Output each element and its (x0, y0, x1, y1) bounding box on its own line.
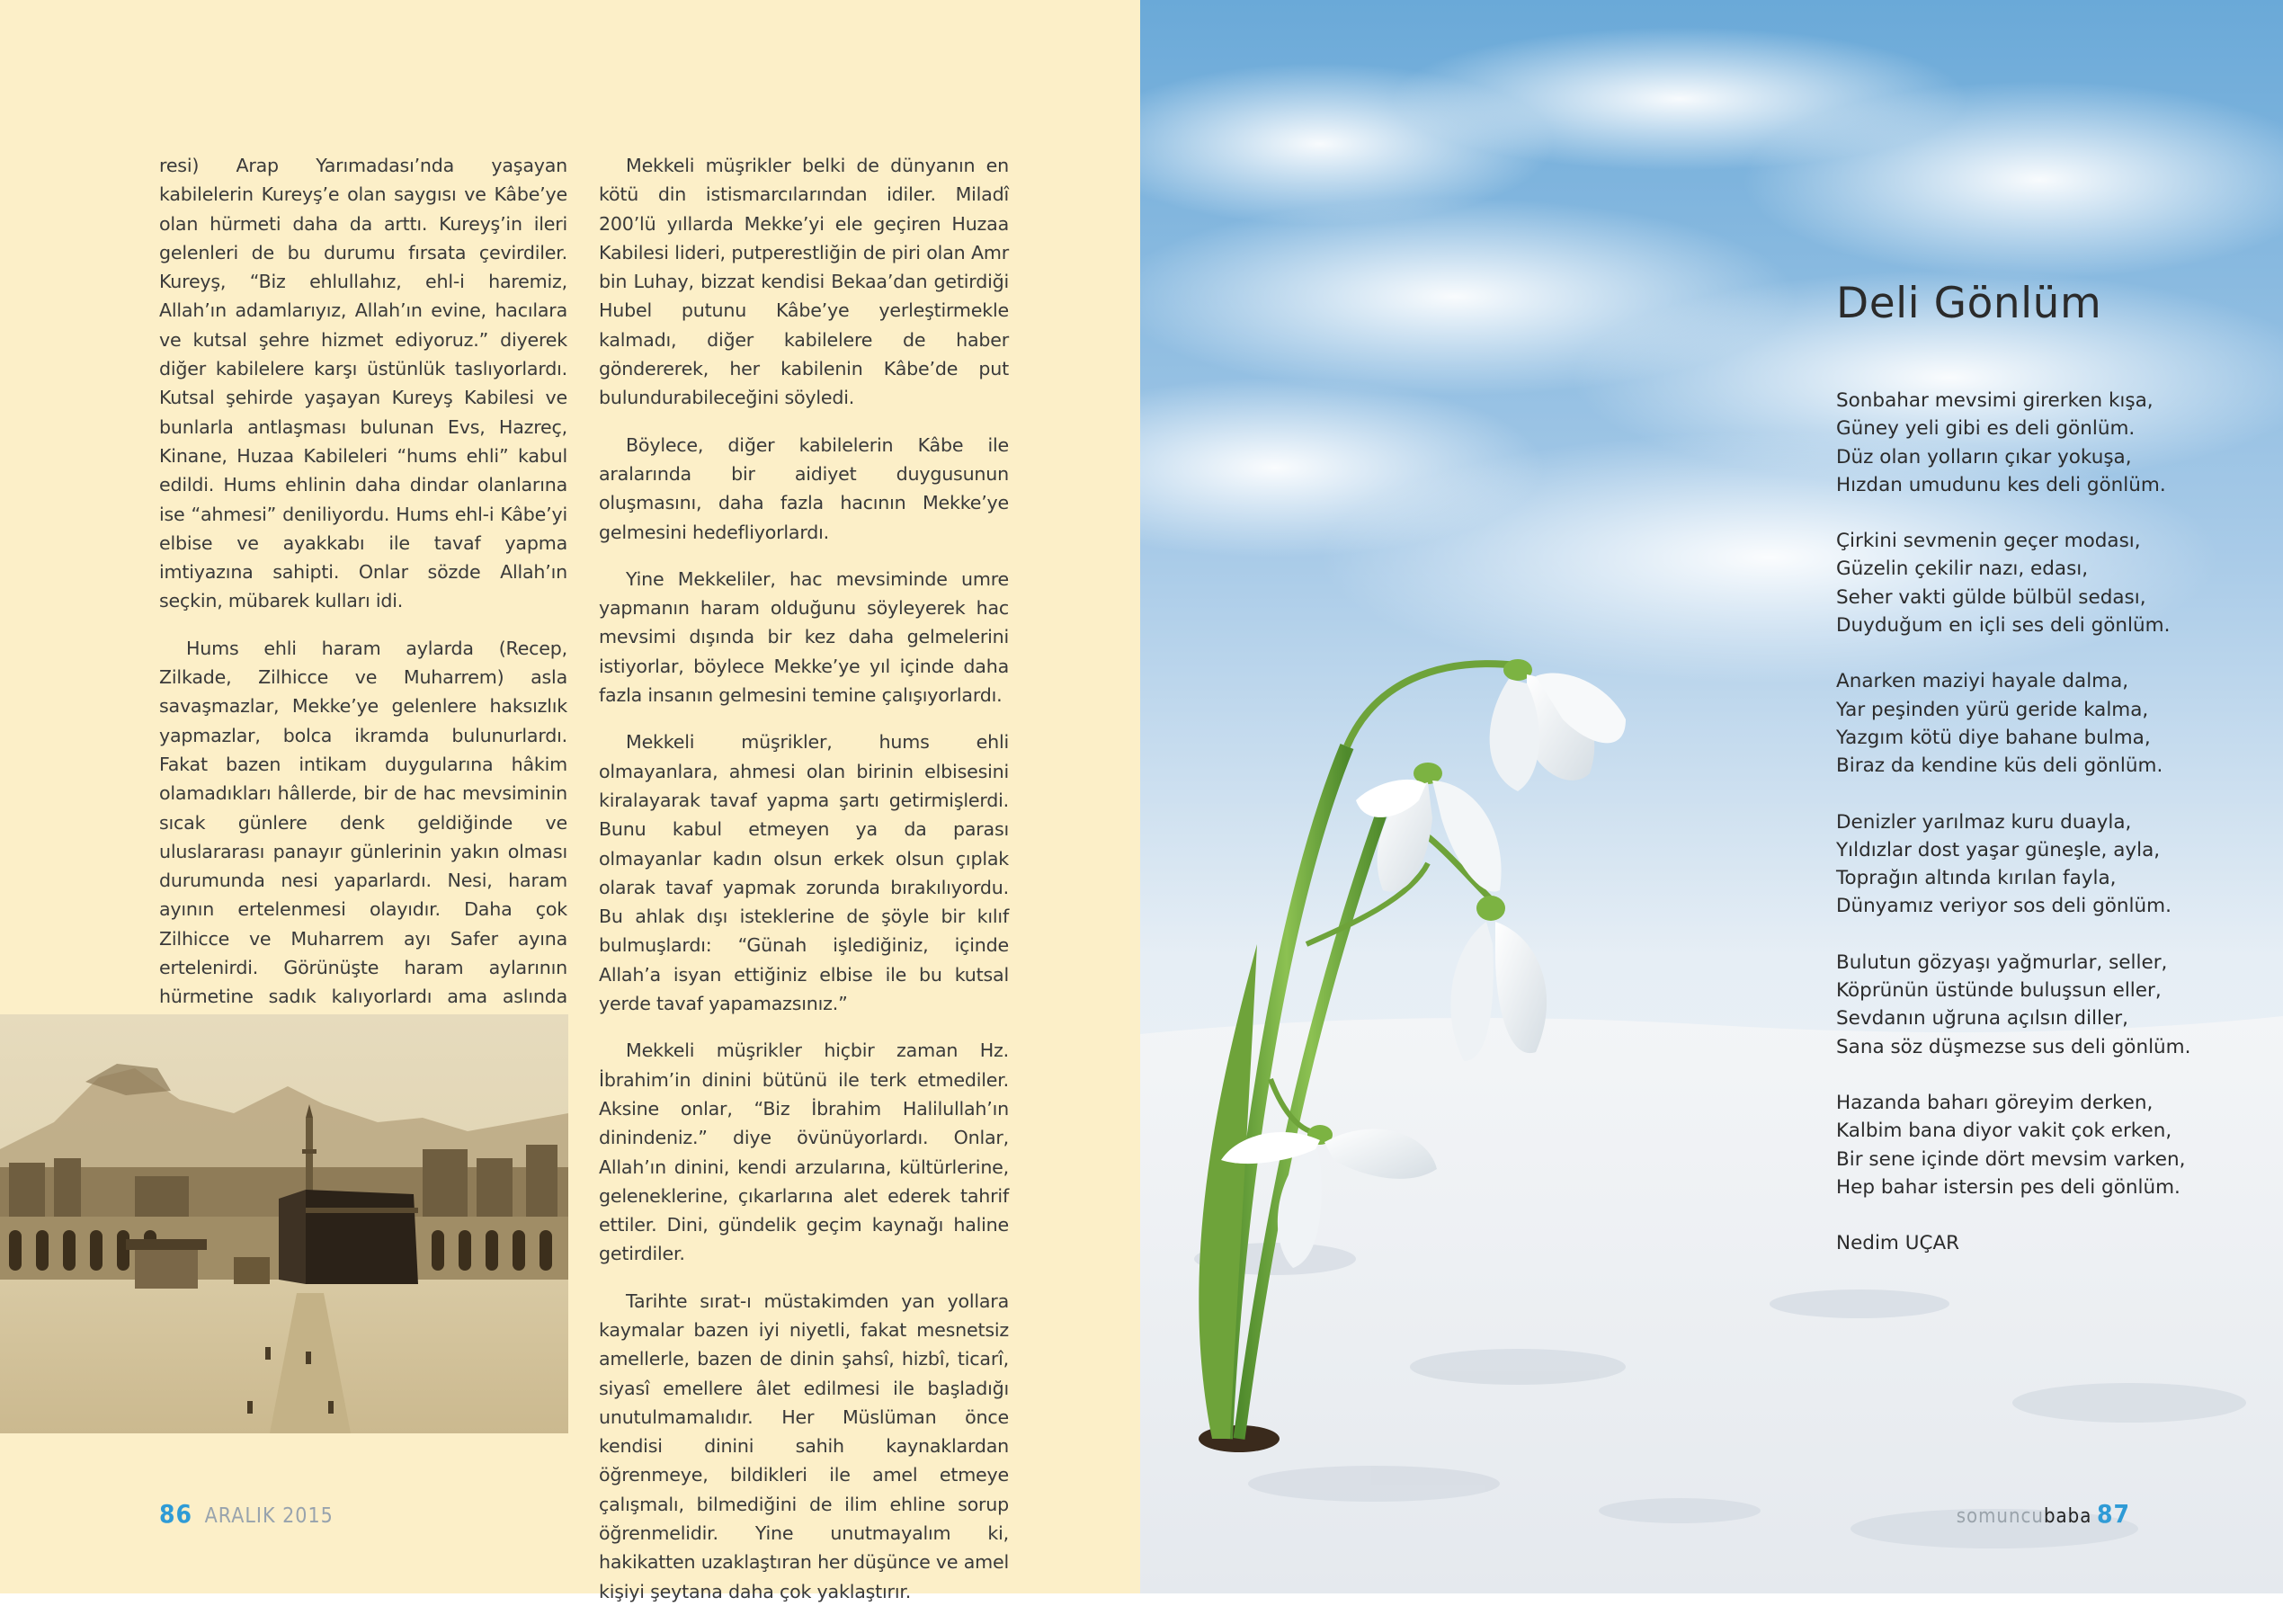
poem-line: Sevdanın uğruna açılsın diller, (1836, 1007, 2128, 1031)
poem-line: Yar peşinden yürü geride kalma, (1836, 698, 2149, 721)
poem-line: Çirkini sevmenin geçer modası, (1836, 530, 2141, 553)
paragraph: Hums ehli haram aylarda (Recep, Zilkade, Zilhicce ve Muharrem) asla savaşmazlar, Mekke’ye gelenlere haksızlık yapmazlar, bolca ikramda bulunurlardı. Fakat bazen intikam duygularına hâkim olamadıkları hâllerde, bir de hac mevsiminin sıcak günlere denk geldiğinde ve uluslararası panayır günlerinin yakın olması durumunda nesi yaparlardı. Nesi, haram ayının ertelenmesi olayıdır. Daha çok Zilhicce ve Muharrem ayı Safer ayına ertelenirdi. Görünüşte haram aylarının hürmetine sadık kalıyorlardı ama aslında (159, 637, 567, 1008)
brand-bold: baba (2043, 1505, 2092, 1528)
poem-line: Hep bahar istersin pes deli gönlüm. (1836, 1175, 2180, 1199)
brand-light: somuncu (1956, 1505, 2044, 1528)
magazine-brand (1957, 1505, 2092, 1528)
poem-line: Duyduğum en içli ses deli gönlüm. (1836, 614, 2171, 638)
stanza (1836, 667, 2259, 780)
paragraph: Yine Mekkeliler, hac mevsiminde umre yapmanın haram olduğunu söyleyerek hac mevsimi dışında bir kez daha gelmelerini istiyorlar, böylece Mekke’ye yıl içinde daha fazla insanın gelmesini temine çalışıyorlardı. (599, 567, 1009, 707)
poem-line: Toprağın altında kırılan fayla, (1836, 867, 2117, 890)
poem-body (1836, 387, 2259, 1257)
stanza (1836, 527, 2259, 639)
page-footer-left (159, 1499, 334, 1529)
poem-line: Kalbim bana diyor vakit çok erken, (1836, 1120, 2172, 1143)
poem-author: Nedim UÇAR (1836, 1232, 1960, 1255)
stanza (1836, 1089, 2259, 1201)
article-column-2 (599, 151, 1009, 1624)
poem-line: Bulutun gözyaşı yağmurlar, seller, (1836, 950, 2168, 974)
stanza (1836, 808, 2259, 921)
poem-line: Güzelin çekilir nazı, edası, (1836, 558, 2089, 581)
poem-line: Güney yeli gibi es deli gönlüm. (1836, 417, 2136, 441)
poem-title: Deli Gönlüm (1836, 279, 2102, 328)
poem-line: Yazgım kötü diye bahane bulma, (1836, 726, 2151, 749)
poem-line: Seher vakti gülde bülbül sedası, (1836, 585, 2146, 609)
article-column-1 (159, 151, 567, 1087)
poem-line: Sonbahar mevsimi girerken kışa, (1836, 389, 2154, 412)
stanza (1836, 949, 2259, 1061)
paragraph: resi) Arap Yarımadası’nda yaşayan kabilelerin Kureyş’e olan saygısı ve Kâbe’ye olan hürmeti daha da arttı. Kureyş’in ileri gelenleri de bu durumu fırsata çevirdiler. Kureyş, “Biz ehlullahız, ehl-i haremiz, Allah’ın adamlarıyız, Allah’ın evine, hacılara ve kutsal şehre hizmet ediyoruz.” diyerek diğer kabilelere karşı üstünlük taslıyorlardı. Kutsal şehirde yaşayan Kureyş Kabilesi ve bunlarla antlaşması bulunan Evs, Hazreç, Kinane, Huzaa Kabileleri “hums ehli” kabul edildi. Hums ehlinin daha dindar olanlarına ise “ahmesi” deniliyordu. Hums ehl-i Kâbe’yi elbise ve ayakkabı ile tavaf yapma imtiyazına sahipti. Onlar sözde Allah’ın seçkin, mübarek kulları idi. (159, 155, 567, 612)
paragraph: Böylece, diğer kabilelerin Kâbe ile aralarında bir aidiyet duygusunun oluşmasını, daha fazla hacının Mekke’ye gelmesini hedefliyorlardı. (599, 433, 1009, 543)
page-number: 87 (2096, 1499, 2130, 1529)
poem-line: Bir sene içinde dört mevsim varken, (1836, 1147, 2186, 1171)
left-page (0, 0, 1140, 1602)
poem-line: Yıldızlar dost yaşar güneşle, ayla, (1836, 838, 2161, 861)
poem-line: Anarken maziyi hayale dalma, (1836, 670, 2129, 693)
page-footer-right (1957, 1499, 2130, 1529)
poem-line: Biraz da kendine küs deli gönlüm. (1836, 754, 2163, 778)
page-number: 86 (159, 1499, 193, 1529)
paragraph: Mekkeli müşrikler, hums ehli olmayanlara, ahmesi olan birinin elbisesini kiralayarak tavaf yapma şartı getirmişlerdi. Bunu kabul etmeyen ya da parası olmayanlar kadın olsun erkek olsun çıplak olarak tavaf yapmak zorunda bırakılıyordu. Bu ahlak dışı isteklerine de şöyle bir kılıf bulmuşlardı: “Günah işlediğiniz, içinde Allah’a isyan ettiğiniz elbise ile bu kutsal yerde tavaf yapamazsınız.” (599, 731, 1009, 1015)
poem-line: Dünyamız veriyor sos deli gönlüm. (1836, 895, 2172, 918)
paragraph: Mekkeli müşrikler hiçbir zaman Hz. İbrahim’in dinini bütünü ile terk etmediler. Aksine onlar, “Biz İbrahim Halilullah’ın dinindeniz.” diye övünüyorlardı. Onlar, Allah’ın dinini, kendi arzularına, kültürlerine, geleneklerine, çıkarlarına alet ederek tahrif ettiler. Dini, gündelik geçim kaynağı haline getirdiler. (599, 1040, 1009, 1265)
poem-line: Hazanda baharı göreyim derken, (1836, 1091, 2154, 1114)
kaaba-sepia-photo (0, 1014, 568, 1433)
paragraph: Mekkeli müşrikler belki de dünyanın en kötü din istismarcılarından idiler. Miladî 200’lü yıllarda Mekke’yi ele geçiren Huzaa Kabilesi lideri, putperestliğin de piri olan Amr bin Luhay, bizzat kendisi Bekaa’dan getirdiği Hubel putunu Kâbe’ye yerleştirmekle kalmadı, diğer kabilelere de haber göndererek, her kabilenin Kâbe’de put bulundurabileceğini söyledi. (599, 155, 1009, 409)
poem-line: Sana söz düşmezse sus deli gönlüm. (1836, 1035, 2191, 1058)
stanza (1836, 387, 2259, 499)
poem-line: Hızdan umudunu kes deli gönlüm. (1836, 473, 2166, 496)
issue-date: ARALIK 2015 (204, 1504, 334, 1528)
poem-line: Köprünün üstünde buluşsun eller, (1836, 979, 2162, 1003)
poem-line: Denizler yarılmaz kuru duayla, (1836, 810, 2132, 834)
poem-line: Düz olan yolların çıkar yokuşa, (1836, 445, 2132, 468)
paragraph: Tarihte sırat-ı müstakimden yan yollara kaymalar bazen iyi niyetli, fakat mesnetsiz amellerle, bazen de dinin şahsî, hizbî, ticarî, siyasî emellere âlet edilmesi ile başladığı unutulmamalıdır. Her Müslüman önce kendisi dinini sahih kaynaklardan öğrenmeye, bildikleri ile amel etmeye çalışmalı, bilmediğini de ilim ehline sorup öğrenmelidir. Yine unutmayalım ki, hakikatten uzaklaştıran her düşünce ve amel kişiyi şeytana daha çok yaklaştırır. (599, 1289, 1009, 1602)
